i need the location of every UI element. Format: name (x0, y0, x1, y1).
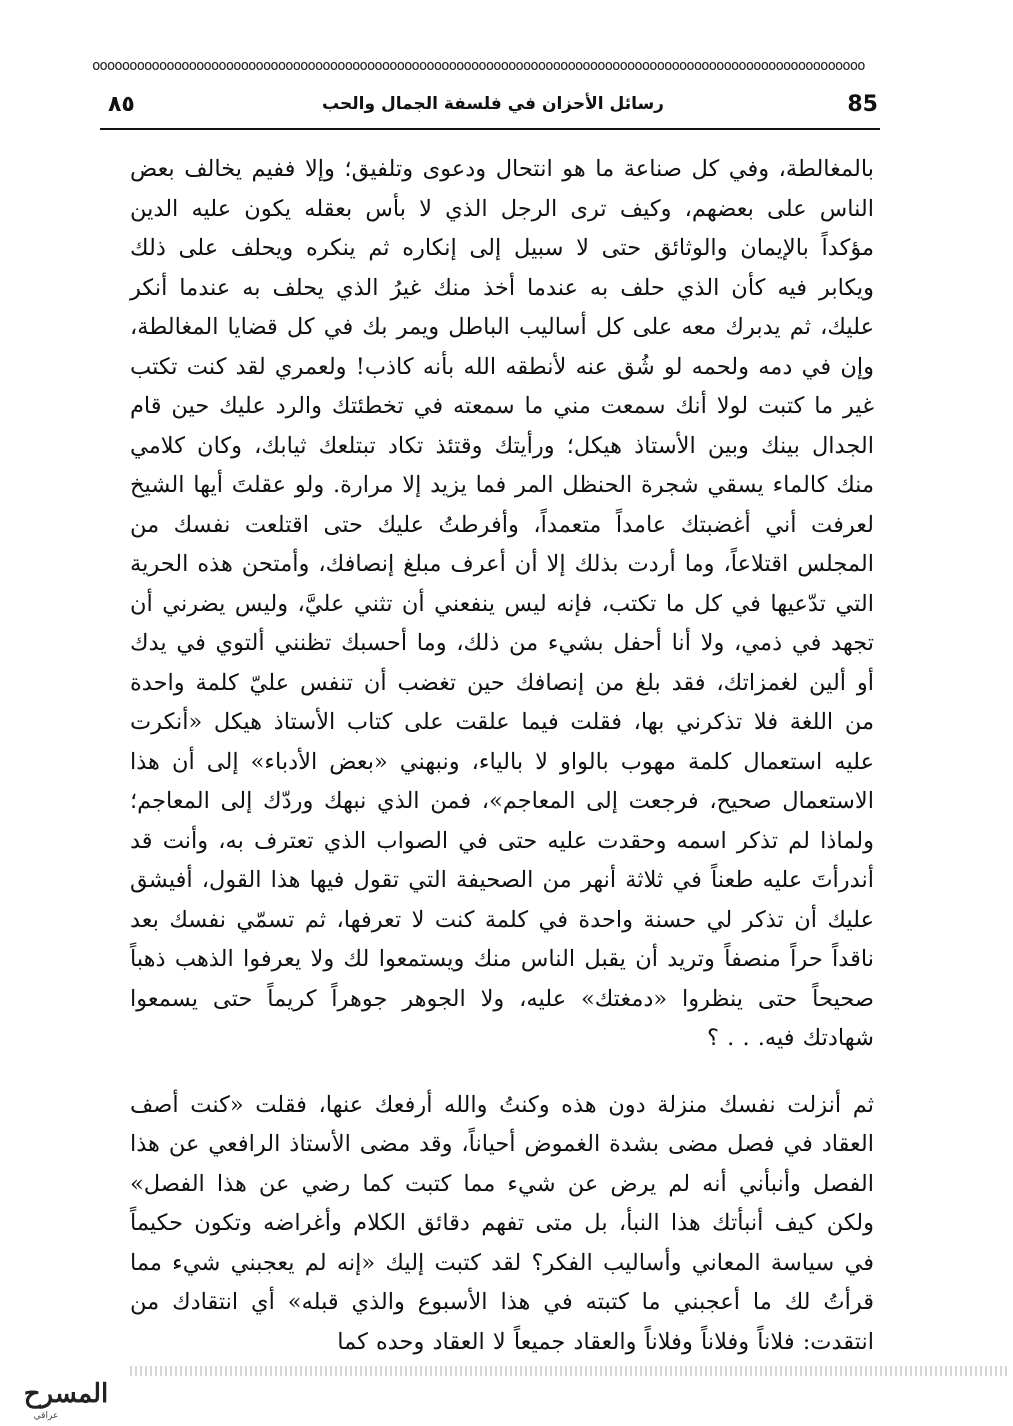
body-text (130, 150, 874, 1362)
paragraph-2: ثم أنزلت نفسك منزلة دون هذه وكنتُ والله أرفعك عنها، فقلت «كنت أصف العقاد في فصل مضى بشدة الغموض أحياناً، وقد مضى الأستاذ الرافعي عن هذا الفصل وأنبأني أنه لم يرض عن شيء مما كتبت كما رضي عن هذا الفصل» ولكن كيف أنبأتك هذا النبأ، بل متى تفهم دقائق الكلام وأغراضه وتكون حكيماً في سياسة المعاني وأساليب الفكر؟ لقد كتبت إليك «إنه لم يعجبني شيء مما قرأتُ لك ما أعجبني ما كتبته في هذا الأسبوع والذي قبله» أي انتقادك من انتقدت: فلاناً وفلاناً وفلاناً والعقاد جميعاً لا العقاد وحده كما (130, 1091, 874, 1355)
page-number-western: 85 (847, 92, 878, 117)
page-header (108, 92, 878, 128)
site-watermark-logo (6, 1372, 126, 1422)
bottom-decorative-border (130, 1366, 1010, 1376)
watermark-subtext: عراقي (33, 1411, 59, 1421)
header-rule (100, 128, 880, 130)
running-title: رسائل الأحزان في فلسفة الجمال والحب (322, 94, 664, 114)
top-decorative-border: oooooooooooooooooooooooooooooooooooooooooooooooooooooooooooooooooooooooooooooooooooooooooooooooooooooooo (92, 58, 865, 74)
watermark-calligraphy (6, 1372, 126, 1422)
watermark-text: المسرح (23, 1379, 109, 1409)
page-number-arabic: ٨٥ (108, 92, 135, 117)
paragraph-1: بالمغالطة، وفي كل صناعة ما هو انتحال ودعوى وتلفيق؛ وإلا ففيم يخالف بعض الناس على بعضهم، وكيف ترى الرجل الذي لا بأس بعقله يكون عليه الدين مؤكداً بالإيمان والوثائق حتى لا سبيل إلى إنكاره ثم ينكره ويحلف على ذلك ويكابر فيه كأن الذي حلف به عندما أخذ منك غيرُ الذي يحلف به عندما أنكر عليك، ثم يدبرك معه على كل أساليب الباطل ويمر بك في كل قضايا المغالطة، وإن في دمه ولحمه لو شُق عنه لأنطقه الله بأنه كاذب! ولعمري لقد كنت تكتب غير ما كتبت لولا أنك سمعت مني ما سمعته في تخطئتك والرد عليك حين قام الجدال بينك وبين الأستاذ هيكل؛ ورأيتك وقتئذ تكاد تبتلعك ثيابك، وكان كلامي منك كالماء يسقي شجرة الحنظل المر فما يزيد إلا مرارة. ولو عقلتَ أيها الشيخ لعرفت أني أغضبتك عامداً متعمداً، وأفرطتُ عليك حتى اقتلعت نفسك من المجلس اقتلاعاً، وما أردت بذلك إلا أن أعرف مبلغ إنصافك، وأمتحن هذه الحرية التي تدّعيها في كل ما تكتب، فإنه ليس ينفعني أن تثني عليَّ، وليس يضرني أن تجهد في ذمي، ولا أنا أحفل بشيء من ذلك، وما أحسبك تظنني ألتوي في يدك أو ألين لغمزاتك، فقد بلغ من إنصافك حين تغضب أن تنفس عليّ كلمة واحدة من اللغة فلا تذكرني بها، فقلت فيما علقت على كتاب الأستاذ هيكل «أنكرت عليه استعمال كلمة مهوب بالواو لا بالياء، ونبهني «بعض الأدباء» إلى أن هذا الاستعمال صحيح، فرجعت إلى المعاجم»، فمن الذي نبهك وردّك إلى المعاجم؛ ولماذا لم تذكر اسمه وحقدت عليه حتى في الصواب الذي تعترف به، وأنت قد أندرأتَ عليه طعناً في ثلاثة أنهر من الصحيفة التي تقول فيها هذا القول، أفيشق عليك أن تذكر لي حسنة واحدة في كلمة كنت لا تعرفها، ثم تسمّي نفسك بعد ناقداً حراً منصفاً وتريد أن يقبل الناس منك ويستمعوا لك ولا يعرفوا الذهب ذهباً صحيحاً حتى ينظروا «دمغتك» عليه، ولا الجوهر جوهراً كريماً حتى يسمعوا شهادتك فيه. . . ؟ (130, 156, 874, 1051)
